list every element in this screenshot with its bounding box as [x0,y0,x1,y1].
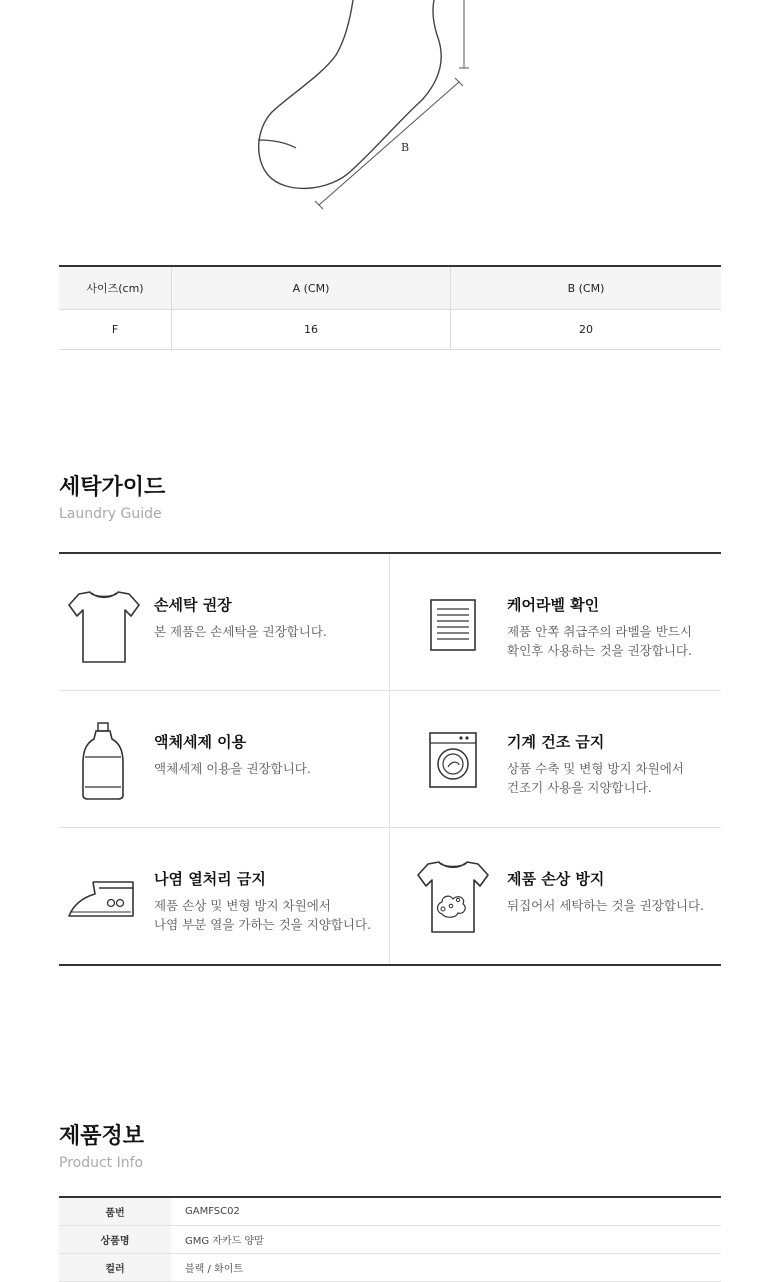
guide-item-title: 케어라벨 확인 [507,596,600,614]
table-row [59,1225,721,1253]
guide-item-liquid-detergent [59,691,390,828]
inside-out-tshirt-icon [414,854,492,940]
guide-item-desc: 본 제품은 손세탁을 권장합니다. [154,624,327,639]
product-name-label: 상품명 [59,1225,171,1253]
guide-item-prevent-damage [390,828,721,964]
product-code-value: GAMFSC02 [171,1197,721,1225]
guide-item-desc: 제품 손상 및 변형 방지 차원에서 나염 부분 열을 가하는 것을 지양합니다. [154,898,372,932]
guide-item-title: 기계 건조 금지 [507,733,605,751]
guide-item-no-print-heat [59,828,390,964]
guide-item-desc: 상품 수축 및 변형 방지 차원에서 건조기 사용을 지양합니다. [507,761,684,795]
product-color-label: 컬러 [59,1253,171,1281]
size-header-size: 사이즈(cm) [59,266,172,310]
laundry-guide-subtitle: Laundry Guide [59,506,162,522]
size-table-header [59,266,721,310]
product-color-value: 블랙 / 화이트 [171,1253,721,1281]
b-value: 20 [451,310,722,350]
product-info-subtitle: Product Info [59,1155,144,1171]
size-value: F [59,310,172,350]
a-value: 16 [172,310,451,350]
table-row [59,310,721,350]
product-code-label: 품번 [59,1197,171,1225]
table-row [59,1197,721,1225]
guide-item-title: 손세탁 권장 [154,596,232,614]
detergent-bottle-icon [65,717,143,803]
iron-icon [65,854,143,940]
size-header-b: B (CM) [451,266,722,310]
size-header-a: A (CM) [172,266,451,310]
guide-item-desc: 액체세제 이용을 권장합니다. [154,761,311,776]
guide-item-desc: 제품 안쪽 취급주의 라벨을 반드시 확인후 사용하는 것을 권장합니다. [507,624,692,658]
dimension-b-label: B [401,141,410,154]
product-info-table [59,1196,721,1282]
table-row [59,1253,721,1281]
dimension-b-line [319,82,459,205]
product-name-value: GMG 자카드 양말 [171,1225,721,1253]
guide-item-no-tumble-dry [390,691,721,828]
guide-item-care-label [390,554,721,691]
laundry-guide-grid [59,552,721,966]
guide-item-title: 제품 손상 방지 [507,870,605,888]
sock-diagram [0,0,780,230]
product-info-title: 제품정보 [59,1124,145,1149]
guide-item-title: 나염 열처리 금지 [154,870,266,888]
guide-item-title: 액체세제 이용 [154,733,247,751]
laundry-guide-title: 세탁가이드 [59,475,166,500]
dryer-icon [426,717,504,803]
guide-item-desc: 뒤집어서 세탁하는 것을 권장합니다. [507,898,705,913]
size-table [59,265,721,350]
sock-heel-line [258,140,296,148]
tshirt-icon [65,580,143,666]
sock-outline [259,0,441,188]
care-label-icon [426,580,504,666]
guide-item-hand-wash [59,554,390,691]
